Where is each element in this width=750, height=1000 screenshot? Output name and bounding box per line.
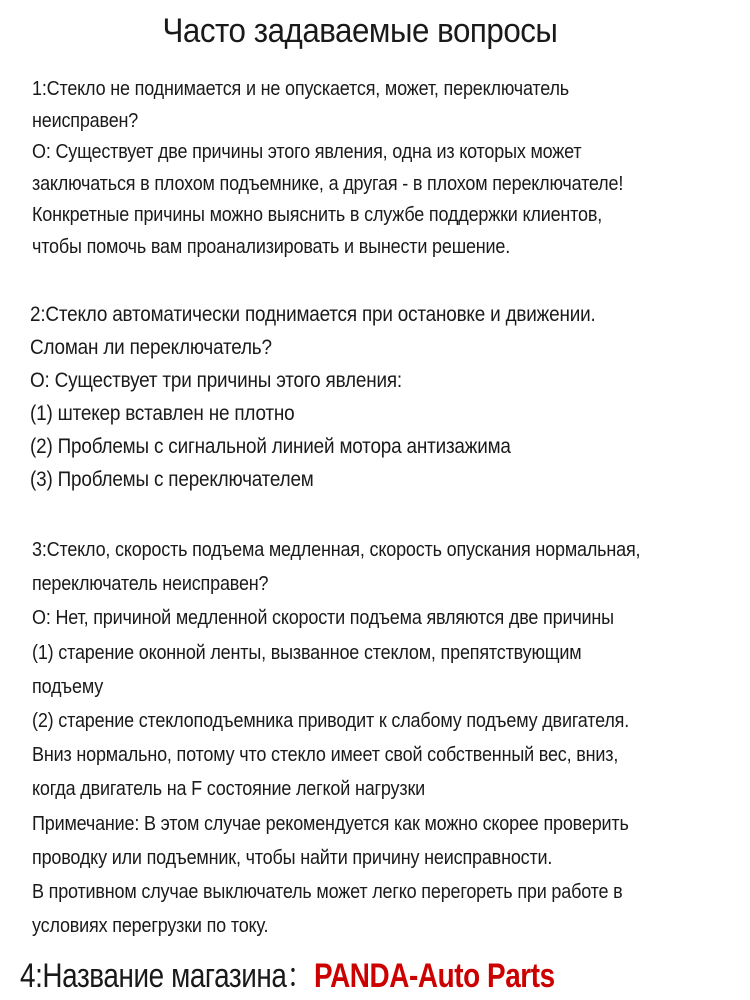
faq-answer: (1) штекер вставлен не плотно (30, 402, 295, 425)
faq-item-2 (30, 298, 730, 496)
shop-name-line (20, 948, 555, 997)
page-title: Часто задаваемые вопросы (162, 12, 558, 50)
faq-answer: О: Нет, причиной медленной скорости подъема являются две причины (32, 607, 614, 630)
shop-brand-name: PANDA-Auto Parts (313, 957, 555, 995)
faq-answer: заключаться в плохом подъемнике, а другая - в плохом переключателе! (32, 172, 624, 195)
faq-note: Примечание: В этом случае рекомендуется как можно скорее проверить (32, 812, 629, 835)
shop-label: 4:Название магазина： (20, 957, 314, 995)
faq-question: 2:Стекло автоматически поднимается при остановке и движении. (30, 303, 596, 326)
faq-answer: (3) Проблемы с переключателем (30, 468, 314, 491)
faq-answer: чтобы помочь вам проанализировать и вынести решение. (32, 235, 511, 258)
faq-question: 1:Стекло не поднимается и не опускается, может, переключатель (32, 78, 570, 100)
faq-answer: Конкретные причины можно выяснить в службе поддержки клиентов, (32, 204, 603, 226)
faq-note: условиях перегрузки по току. (32, 915, 269, 938)
faq-question: неисправен? (32, 109, 139, 132)
faq-item-1 (32, 74, 732, 263)
faq-question: Сломан ли переключатель? (30, 336, 272, 359)
faq-item-3 (32, 533, 732, 943)
faq-answer: когда двигатель на F состояние легкой нагрузки (32, 778, 426, 801)
faq-answer: (2) старение стеклоподъемника приводит к слабому подъему двигателя. (32, 709, 630, 732)
faq-answer: (2) Проблемы с сигнальной линией мотора антизажима (30, 435, 511, 458)
faq-answer: О: Существует две причины этого явления, одна из которых может (32, 141, 582, 163)
faq-answer: (1) старение оконной ленты, вызванное стеклом, препятствующим (32, 641, 582, 664)
faq-answer: подъему (32, 675, 104, 698)
faq-note: В противном случае выключатель может легко перегореть при работе в (32, 880, 623, 903)
faq-question: 3:Стекло, скорость подъема медленная, скорость опускания нормальная, (32, 539, 641, 561)
faq-answer: Вниз нормально, потому что стекло имеет свой собственный вес, вниз, (32, 744, 619, 767)
faq-note: проводку или подъемник, чтобы найти причину неисправности. (32, 846, 553, 869)
faq-answer: О: Существует три причины этого явления: (30, 369, 402, 392)
faq-question: переключатель неисправен? (32, 573, 269, 596)
